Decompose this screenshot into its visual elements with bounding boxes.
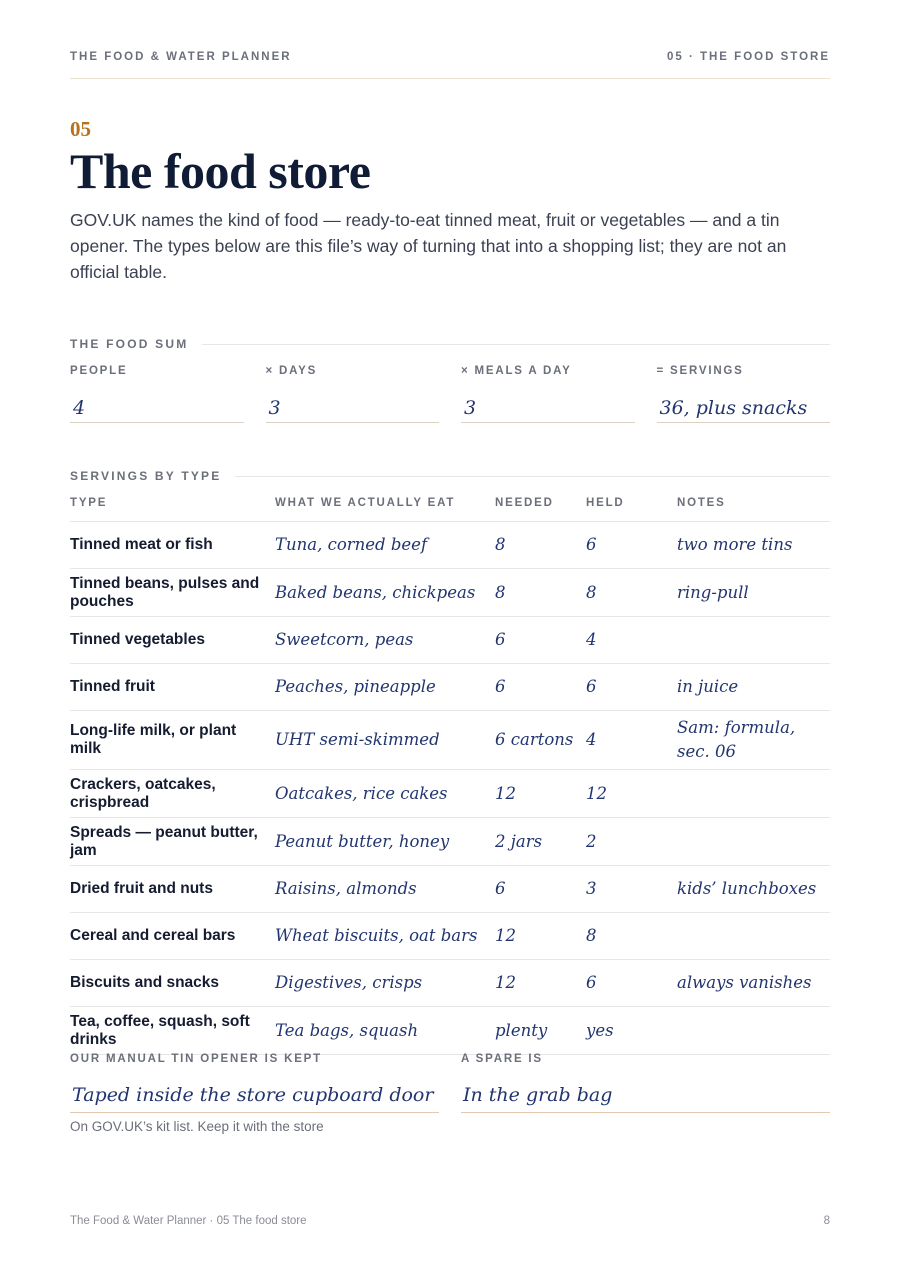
tin-opener-section [70, 1053, 830, 1134]
row-type: Long-life milk, or plant milk [70, 711, 275, 770]
row-type: Biscuits and snacks [70, 960, 275, 1007]
row-needed[interactable]: 2 jars [495, 818, 586, 866]
table-row [70, 818, 830, 866]
row-needed[interactable]: 12 [495, 913, 586, 960]
sum-field-servings [657, 365, 831, 423]
row-held[interactable]: 6 [586, 664, 677, 711]
row-eat[interactable]: Peanut butter, honey [275, 818, 495, 866]
row-held[interactable]: yes [586, 1007, 677, 1055]
row-eat[interactable]: Baked beans, chickpeas [275, 569, 495, 617]
row-eat[interactable]: Digestives, crisps [275, 960, 495, 1007]
table-row [70, 866, 830, 913]
servings-table [70, 497, 830, 1055]
row-type: Tinned vegetables [70, 617, 275, 664]
row-eat[interactable]: Tuna, corned beef [275, 522, 495, 569]
food-sum-heading [70, 337, 830, 351]
row-notes[interactable] [677, 770, 830, 818]
page [70, 0, 830, 1273]
people-field[interactable]: 4 [70, 393, 244, 423]
table-row [70, 913, 830, 960]
column-header-eat: WHAT WE ACTUALLY EAT [275, 497, 495, 522]
table-row [70, 569, 830, 617]
running-head [70, 51, 830, 63]
servings-heading [70, 469, 830, 483]
servings-total-field[interactable]: 36, plus snacks [657, 393, 831, 423]
page-footer [70, 1215, 830, 1227]
row-type: Tinned meat or fish [70, 522, 275, 569]
row-needed[interactable]: 6 [495, 617, 586, 664]
row-held[interactable]: 8 [586, 569, 677, 617]
food-sum-heading-text: THE FOOD SUM [70, 337, 189, 351]
row-type: Tinned beans, pulses and pouches [70, 569, 275, 617]
row-eat[interactable]: Wheat biscuits, oat bars [275, 913, 495, 960]
row-notes[interactable] [677, 818, 830, 866]
tin-opener-spare [461, 1053, 830, 1134]
meals-per-day-field[interactable]: 3 [461, 393, 635, 423]
row-type: Tinned fruit [70, 664, 275, 711]
row-needed[interactable]: 12 [495, 770, 586, 818]
row-notes[interactable] [677, 1007, 830, 1055]
row-held[interactable]: 4 [586, 617, 677, 664]
row-held[interactable]: 12 [586, 770, 677, 818]
row-notes[interactable]: two more tins [677, 522, 830, 569]
table-row [70, 617, 830, 664]
sum-field-label: = SERVINGS [656, 365, 744, 377]
sum-field-label: PEOPLE [70, 365, 128, 377]
days-field[interactable]: 3 [266, 393, 440, 423]
row-needed[interactable]: 6 cartons [495, 711, 586, 770]
row-eat[interactable]: Oatcakes, rice cakes [275, 770, 495, 818]
row-needed[interactable]: 6 [495, 664, 586, 711]
row-needed[interactable]: plenty [495, 1007, 586, 1055]
footer-title: The Food & Water Planner · 05 The food store [70, 1215, 307, 1227]
row-type: Tea, coffee, squash, soft drinks [70, 1007, 275, 1055]
header-divider [70, 78, 830, 79]
column-header-needed: NEEDED [495, 497, 586, 522]
sum-field-days [266, 365, 440, 423]
sum-field-people [70, 365, 244, 423]
tin-opener-kept-label: OUR MANUAL TIN OPENER IS KEPT [70, 1053, 322, 1065]
row-needed[interactable]: 8 [495, 522, 586, 569]
running-head-section: 05 · THE FOOD STORE [666, 51, 830, 63]
row-notes[interactable]: ring-pull [677, 569, 830, 617]
row-type: Cereal and cereal bars [70, 913, 275, 960]
row-eat[interactable]: Tea bags, squash [275, 1007, 495, 1055]
row-notes[interactable]: kids’ lunchboxes [677, 866, 830, 913]
row-held[interactable]: 6 [586, 522, 677, 569]
row-held[interactable]: 8 [586, 913, 677, 960]
table-row [70, 711, 830, 770]
row-eat[interactable]: Sweetcorn, peas [275, 617, 495, 664]
page-number: 8 [823, 1215, 830, 1227]
page-title: The food store [70, 143, 371, 199]
row-held[interactable]: 4 [586, 711, 677, 770]
row-held[interactable]: 6 [586, 960, 677, 1007]
table-row [70, 664, 830, 711]
row-held[interactable]: 2 [586, 818, 677, 866]
sum-field-label: × MEALS A DAY [461, 365, 572, 377]
row-notes[interactable]: in juice [677, 664, 830, 711]
row-notes[interactable]: Sam: formula, sec. 06 [677, 711, 830, 770]
column-header-held: HELD [586, 497, 677, 522]
table-row [70, 1007, 830, 1055]
column-header-notes: NOTES [677, 497, 830, 522]
servings-heading-text: SERVINGS BY TYPE [70, 469, 222, 483]
row-eat[interactable]: Raisins, almonds [275, 866, 495, 913]
spare-opener-label: A SPARE IS [461, 1053, 543, 1065]
row-held[interactable]: 3 [586, 866, 677, 913]
row-needed[interactable]: 6 [495, 866, 586, 913]
tin-opener-location-field[interactable]: Taped inside the store cupboard door [70, 1077, 439, 1113]
food-sum-row [70, 365, 830, 423]
running-head-title: THE FOOD & WATER PLANNER [70, 51, 292, 63]
spare-opener-location-field[interactable]: In the grab bag [461, 1077, 830, 1113]
table-row [70, 522, 830, 569]
table-header-row [70, 497, 830, 522]
lead-paragraph: GOV.UK names the kind of food — ready-to-eat tinned meat, fruit or vegetables — and a tin opener. The types below are this file’s way of turning that into a shopping list; they are not an official table. [70, 210, 787, 282]
column-header-type: TYPE [70, 497, 275, 522]
table-row [70, 770, 830, 818]
row-type: Spreads — peanut butter, jam [70, 818, 275, 866]
sum-field-label: × DAYS [265, 365, 318, 377]
tin-opener-kept [70, 1053, 439, 1134]
row-type: Dried fruit and nuts [70, 866, 275, 913]
row-eat[interactable]: UHT semi-skimmed [275, 711, 495, 770]
row-type: Crackers, oatcakes, crispbread [70, 770, 275, 818]
chapter-number: 05 [70, 117, 91, 141]
tin-opener-note: On GOV.UK’s kit list. Keep it with the store [70, 1119, 324, 1134]
row-eat[interactable]: Peaches, pineapple [275, 664, 495, 711]
row-notes[interactable]: always vanishes [677, 960, 830, 1007]
servings-heading-rule [235, 476, 830, 477]
table-row [70, 960, 830, 1007]
row-needed[interactable]: 8 [495, 569, 586, 617]
row-needed[interactable]: 12 [495, 960, 586, 1007]
row-notes[interactable] [677, 913, 830, 960]
food-sum-heading-rule [202, 344, 830, 345]
row-notes[interactable] [677, 617, 830, 664]
sum-field-meals [461, 365, 635, 423]
